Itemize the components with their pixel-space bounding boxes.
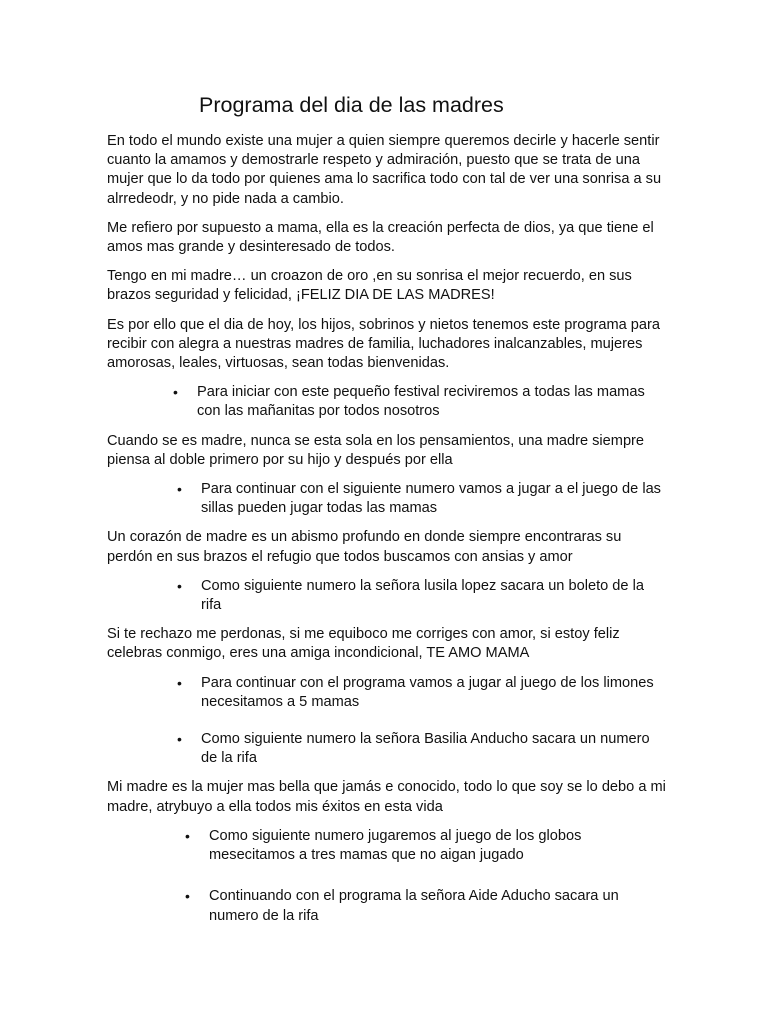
paragraph: Mi madre es la mujer mas bella que jamás e conocido, todo lo que soy se lo debo a mi madre, atrybuyo a ella todos mis éxitos en esta vida bbox=[107, 779, 666, 815]
bullet-icon: • bbox=[177, 731, 182, 748]
paragraph: Si te rechazo me perdonas, si me equiboco me corriges con amor, si estoy feliz celebras conmigo, eres una amiga incondicional, TE AMO MAMA bbox=[107, 626, 620, 662]
bullet-item bbox=[107, 383, 667, 421]
bullet-text: Como siguiente numero jugaremos al juego de los globos mesecitamos a tres mamas que no aigan jugado bbox=[209, 827, 582, 864]
paragraph: Un corazón de madre es un abismo profundo en donde siempre encontraras su perdón en sus brazos el refugio que todos buscamos con ansias y amor bbox=[107, 529, 622, 565]
bullet-text: Como siguiente numero la señora lusila lopez sacara un boleto de la rifa bbox=[201, 577, 644, 614]
paragraph: Tengo en mi madre… un croazon de oro ,en su sonrisa el mejor recuerdo, en sus brazos seguridad y felicidad, ¡FELIZ DIA DE LAS MADRES! bbox=[107, 268, 632, 304]
bullet-icon: • bbox=[185, 827, 190, 844]
document-page bbox=[107, 90, 667, 936]
bullet-icon: • bbox=[177, 577, 182, 594]
bullet-text: Para continuar con el programa vamos a jugar al juego de los limones necesitamos a 5 mamas bbox=[201, 674, 654, 710]
document-title: Programa del dia de las madres bbox=[199, 93, 504, 117]
bullet-text: Continuando con el programa la señora Aide Aducho sacara un numero de la rifa bbox=[209, 888, 619, 924]
bullet-icon: • bbox=[177, 481, 182, 498]
paragraph: Es por ello que el dia de hoy, los hijos, sobrinos y nietos tenemos este programa para recibir con alegra a nuestras madres de familia, luchadores inalcanzables, mujeres amorosas, leales, virtuosas, sean todas bienvenidas. bbox=[107, 316, 660, 372]
bullet-icon: • bbox=[173, 384, 178, 401]
bullet-item bbox=[107, 674, 667, 712]
paragraph: Me refiero por supuesto a mama, ella es la creación perfecta de dios, ya que tiene el amos mas grande y desinteresado de todos. bbox=[107, 219, 654, 256]
bullet-item bbox=[107, 730, 667, 768]
bullet-text: Como siguiente numero la señora Basilia Anducho sacara un numero de la rifa bbox=[201, 731, 650, 767]
paragraph: En todo el mundo existe una mujer a quien siempre queremos decirle y hacerle sentir cuanto la amamos y demostrarle respeto y admiración, puesto que se trata de una mujer que lo da todo por quienes ama lo sacrifica todo con tal de ver una sonrisa a su alrredeodr, y no pide nada a cambio. bbox=[107, 133, 662, 207]
bullet-icon: • bbox=[185, 888, 190, 905]
bullet-text: Para continuar con el siguiente numero vamos a jugar a el juego de las sillas pueden jugar todas las mamas bbox=[201, 481, 661, 517]
bullet-icon: • bbox=[177, 674, 182, 691]
bullet-item bbox=[107, 480, 667, 518]
paragraph: Cuando se es madre, nunca se esta sola en los pensamientos, una madre siempre piensa al doble primero por su hijo y después por ella bbox=[107, 432, 645, 468]
bullet-item bbox=[107, 827, 667, 865]
bullet-item bbox=[107, 887, 667, 925]
bullet-item bbox=[107, 577, 667, 615]
bullet-text: Para iniciar con este pequeño festival reciviremos a todas las mamas con las mañanitas por todos nosotros bbox=[197, 384, 645, 420]
